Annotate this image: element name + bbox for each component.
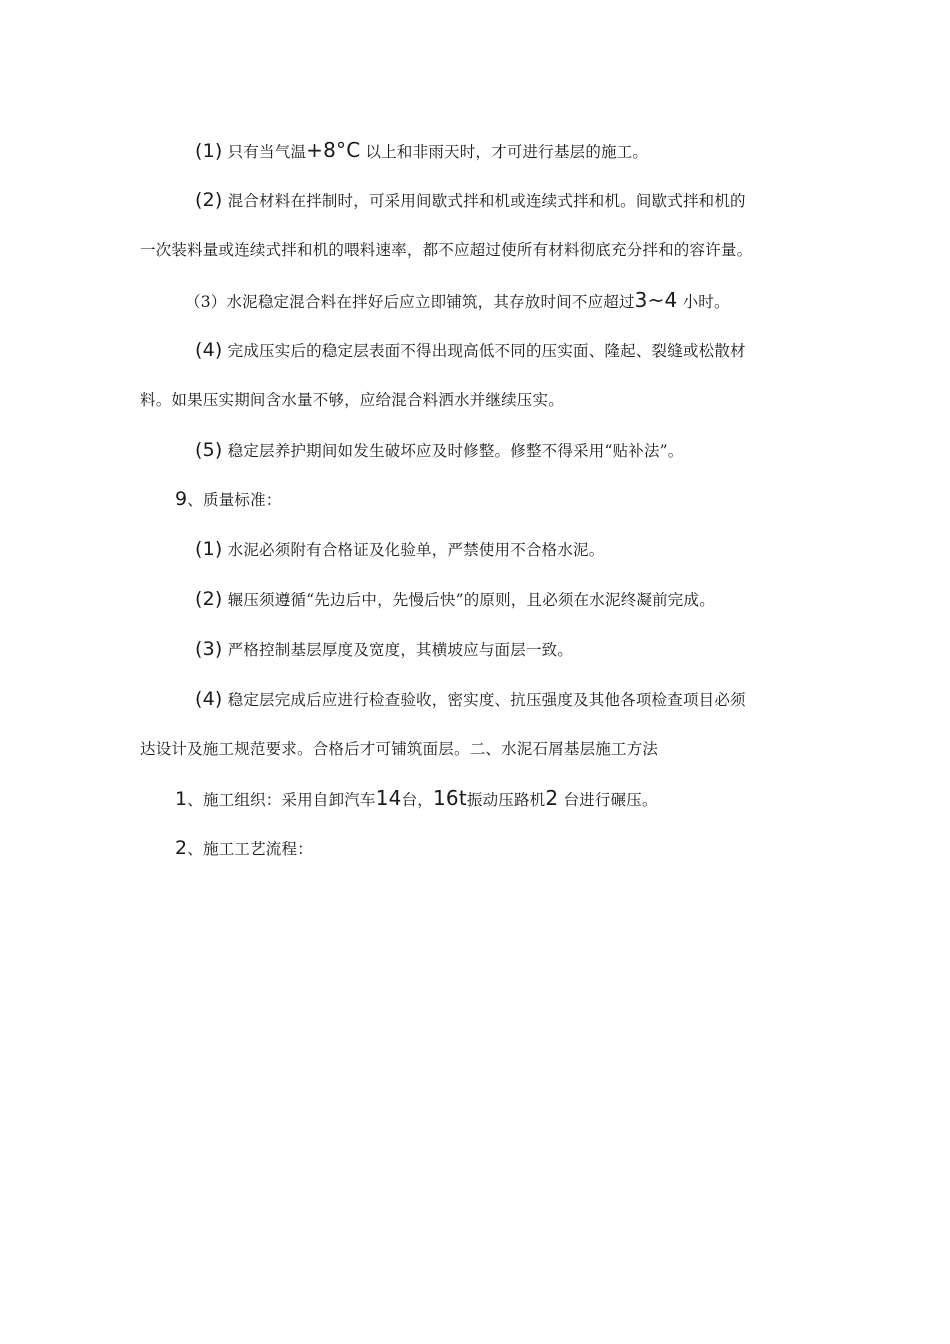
paragraph-4-line-1 xyxy=(195,338,746,363)
paragraph-text: 水泥必须附有合格证及化验单，严禁使用不合格水泥。 xyxy=(222,541,605,559)
quality-item-3 xyxy=(195,637,573,662)
section-number: 9 xyxy=(175,488,188,510)
item-marker: (1) xyxy=(195,140,223,162)
quality-item-4-line-1 xyxy=(195,687,746,712)
hours-value: 3~4 xyxy=(634,288,678,312)
paragraph-text: 振动压路机 xyxy=(466,791,546,809)
quality-item-1 xyxy=(195,537,604,562)
paragraph-3 xyxy=(185,288,730,314)
quality-item-2 xyxy=(195,587,715,612)
quality-item-4-line-2: 达设计及施工规范要求。合格后才可铺筑面层。二、水泥石屑基层施工方法 xyxy=(140,740,659,758)
temperature-value: +8°C xyxy=(306,138,361,162)
paragraph-text: 、施工工艺流程： xyxy=(187,840,313,858)
paragraph-text: 台进行碾压。 xyxy=(558,791,658,809)
truck-count: 14 xyxy=(375,786,402,810)
paragraph-2-line-1 xyxy=(195,188,746,213)
item-marker: (1) xyxy=(195,538,223,560)
section-title: 、质量标准： xyxy=(187,491,282,509)
paragraph-text: 严格控制基层厚度及宽度，其横坡应与面层一致。 xyxy=(222,641,574,659)
paragraph-text: （3）水泥稳定混合料在拌好后应立即铺筑，其存放时间不应超过 xyxy=(185,293,635,311)
paragraph-2-line-2: 一次装料量或连续式拌和机的喂料速率，都不应超过使所有材料彻底充分拌和的容许量。 xyxy=(140,241,753,259)
paragraph-text: 、施工组织：采用自卸汽车 xyxy=(187,791,376,809)
item-number: 1 xyxy=(175,788,188,810)
roller-count: 2 xyxy=(545,786,559,810)
paragraph-text: 以上和非雨天时，才可进行基层的施工。 xyxy=(360,143,649,161)
paragraph-5 xyxy=(195,438,684,463)
item-marker: (5) xyxy=(195,439,223,461)
paragraph-text: 只有当气温 xyxy=(222,143,307,161)
paragraph-text: 台， xyxy=(401,791,433,809)
item-marker: (4) xyxy=(195,339,223,361)
paragraph-text: 完成压实后的稳定层表面不得出现高低不同的压实面、隆起、裂缝或松散材 xyxy=(222,342,746,360)
paragraph-4-line-2: 料。如果压实期间含水量不够，应给混合料洒水并继续压实。 xyxy=(140,391,564,409)
construction-item-2 xyxy=(175,836,313,861)
item-marker: (3) xyxy=(195,638,223,660)
paragraph-text: 小时。 xyxy=(677,293,730,311)
paragraph-text: 辗压须遵循“先边后中，先慢后快”的原则，且必须在水泥终凝前完成。 xyxy=(222,591,715,609)
paragraph-1 xyxy=(195,138,648,164)
item-marker: (2) xyxy=(195,189,223,211)
item-marker: (2) xyxy=(195,588,223,610)
item-marker: (4) xyxy=(195,688,223,710)
paragraph-text: 稳定层完成后应进行检查验收，密实度、抗压强度及其他各项检查项目必须 xyxy=(222,691,746,709)
item-number: 2 xyxy=(175,837,188,859)
section-9-heading xyxy=(175,487,282,512)
paragraph-text: 混合材料在拌制时，可采用间歇式拌和机或连续式拌和机。间歇式拌和机的 xyxy=(222,192,746,210)
construction-item-1 xyxy=(175,786,658,812)
roller-weight: 16t xyxy=(432,786,467,810)
paragraph-text: 稳定层养护期间如发生破坏应及时修整。修整不得采用“贴补法”。 xyxy=(222,442,684,460)
